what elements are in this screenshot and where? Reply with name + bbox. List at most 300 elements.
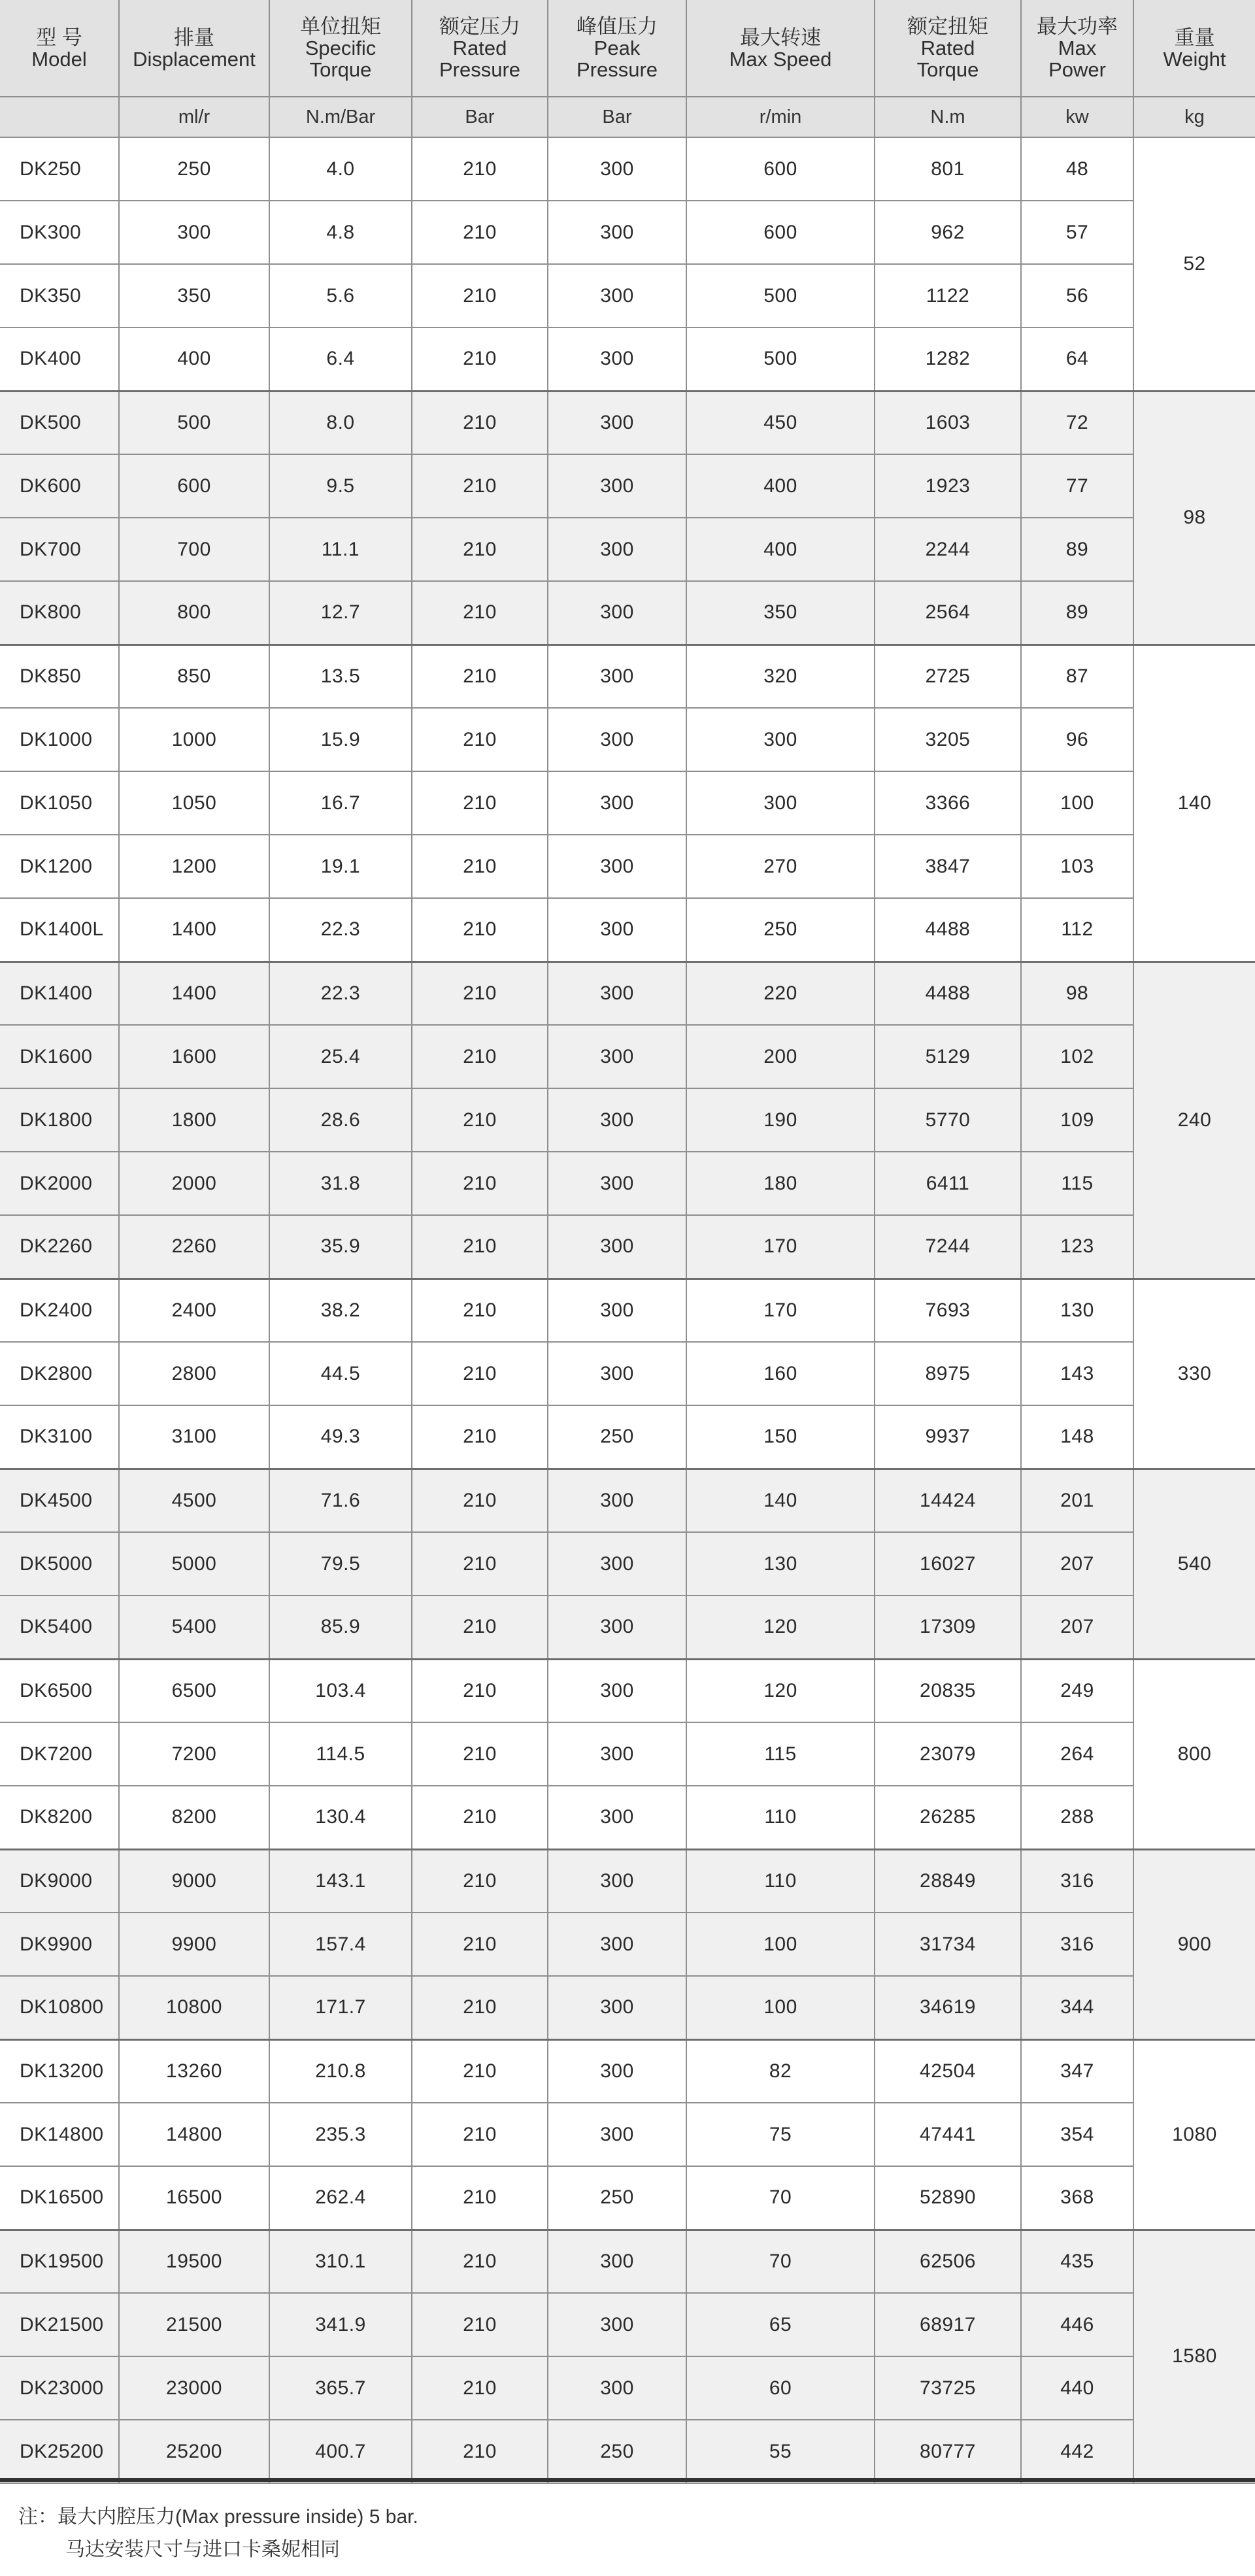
- table-row: [0, 2103, 1255, 2166]
- value-cell: 44.5: [269, 1342, 412, 1405]
- value-cell: 170: [686, 1215, 875, 1279]
- column-unit: kw: [1021, 97, 1133, 137]
- weight-cell: 540: [1133, 1469, 1255, 1659]
- value-cell: 85.9: [269, 1596, 412, 1659]
- value-cell: 2244: [875, 518, 1021, 581]
- value-cell: 300: [548, 1786, 686, 1849]
- value-cell: 210: [412, 327, 548, 391]
- value-cell: 112: [1021, 898, 1133, 962]
- value-cell: 25.4: [269, 1025, 412, 1088]
- table-row: [0, 2356, 1255, 2420]
- value-cell: 210: [412, 1786, 548, 1849]
- value-cell: 207: [1021, 1532, 1133, 1596]
- value-cell: 9937: [875, 1405, 1021, 1469]
- value-cell: 25200: [119, 2420, 269, 2483]
- value-cell: 8200: [119, 1786, 269, 1849]
- model-cell: DK700: [0, 518, 119, 581]
- value-cell: 300: [548, 2293, 686, 2356]
- column-header: [1021, 0, 1133, 97]
- value-cell: 347: [1021, 2039, 1133, 2103]
- table-row: [0, 2039, 1255, 2103]
- value-cell: 310.1: [269, 2230, 412, 2293]
- column-unit: [0, 97, 119, 137]
- column-header: [548, 0, 686, 97]
- value-cell: 1800: [119, 1088, 269, 1152]
- unit-row: [0, 97, 1255, 137]
- value-cell: 1400: [119, 962, 269, 1025]
- value-cell: 210: [412, 1279, 548, 1342]
- table-row: [0, 771, 1255, 835]
- value-cell: 56: [1021, 264, 1133, 327]
- value-cell: 190: [686, 1088, 875, 1152]
- value-cell: 3100: [119, 1405, 269, 1469]
- value-cell: 600: [686, 137, 875, 201]
- value-cell: 79.5: [269, 1532, 412, 1596]
- value-cell: 110: [686, 1849, 875, 1913]
- column-header-en: Max: [1058, 37, 1097, 59]
- value-cell: 70: [686, 2166, 875, 2230]
- table-row: [0, 644, 1255, 708]
- value-cell: 210: [412, 391, 548, 454]
- value-cell: 73725: [875, 2356, 1021, 2420]
- value-cell: 1282: [875, 327, 1021, 391]
- value-cell: 115: [686, 1722, 875, 1786]
- value-cell: 354: [1021, 2103, 1133, 2166]
- column-header-cn: 排量: [174, 25, 214, 49]
- model-cell: DK5000: [0, 1532, 119, 1596]
- value-cell: 130: [686, 1532, 875, 1596]
- value-cell: 100: [686, 1976, 875, 2039]
- value-cell: 210: [412, 708, 548, 771]
- column-header-cn: 额定扭矩: [907, 15, 988, 38]
- model-cell: DK2000: [0, 1152, 119, 1215]
- table-row: [0, 1596, 1255, 1659]
- value-cell: 17309: [875, 1596, 1021, 1659]
- value-cell: 210: [412, 771, 548, 835]
- column-header-en: Max Speed: [729, 47, 832, 71]
- table-row: [0, 1215, 1255, 1279]
- model-cell: DK3100: [0, 1405, 119, 1469]
- value-cell: 344: [1021, 1976, 1133, 2039]
- model-cell: DK600: [0, 454, 119, 518]
- table-row: [0, 2420, 1255, 2483]
- value-cell: 368: [1021, 2166, 1133, 2230]
- value-cell: 300: [686, 708, 875, 771]
- value-cell: 120: [686, 1596, 875, 1659]
- value-cell: 801: [875, 137, 1021, 201]
- column-unit: kg: [1133, 97, 1255, 137]
- value-cell: 300: [548, 1088, 686, 1152]
- value-cell: 42504: [875, 2039, 1021, 2103]
- value-cell: 250: [548, 2420, 686, 2483]
- table-row: [0, 2293, 1255, 2356]
- value-cell: 5000: [119, 1532, 269, 1596]
- value-cell: 446: [1021, 2293, 1133, 2356]
- value-cell: 98: [1021, 962, 1133, 1025]
- value-cell: 115: [1021, 1152, 1133, 1215]
- value-cell: 157.4: [269, 1913, 412, 1976]
- table-row: [0, 1469, 1255, 1532]
- value-cell: 300: [548, 835, 686, 898]
- value-cell: 16027: [875, 1532, 1021, 1596]
- column-header-en: Rated: [452, 37, 507, 59]
- table-row: [0, 264, 1255, 327]
- value-cell: 962: [875, 201, 1021, 264]
- table-row: [0, 1913, 1255, 1976]
- value-cell: 7244: [875, 1215, 1021, 1279]
- weight-cell: 330: [1133, 1279, 1255, 1469]
- value-cell: 20835: [875, 1659, 1021, 1722]
- value-cell: 249: [1021, 1659, 1133, 1722]
- model-cell: DK1000: [0, 708, 119, 771]
- value-cell: 210: [412, 1405, 548, 1469]
- value-cell: 210: [412, 644, 548, 708]
- value-cell: 300: [548, 1215, 686, 1279]
- weight-cell: 900: [1133, 1849, 1255, 2039]
- value-cell: 316: [1021, 1913, 1133, 1976]
- value-cell: 300: [548, 1659, 686, 1722]
- table-row: [0, 1976, 1255, 2039]
- value-cell: 210: [412, 835, 548, 898]
- value-cell: 288: [1021, 1786, 1133, 1849]
- value-cell: 2400: [119, 1279, 269, 1342]
- model-cell: DK19500: [0, 2230, 119, 2293]
- value-cell: 9900: [119, 1913, 269, 1976]
- value-cell: 65: [686, 2293, 875, 2356]
- value-cell: 400.7: [269, 2420, 412, 2483]
- value-cell: 143: [1021, 1342, 1133, 1405]
- value-cell: 102: [1021, 1025, 1133, 1088]
- value-cell: 365.7: [269, 2356, 412, 2420]
- value-cell: 11.1: [269, 518, 412, 581]
- value-cell: 1000: [119, 708, 269, 771]
- value-cell: 1600: [119, 1025, 269, 1088]
- value-cell: 210: [412, 1469, 548, 1532]
- value-cell: 171.7: [269, 1976, 412, 2039]
- value-cell: 250: [686, 898, 875, 962]
- model-cell: DK2400: [0, 1279, 119, 1342]
- value-cell: 2000: [119, 1152, 269, 1215]
- value-cell: 150: [686, 1405, 875, 1469]
- value-cell: 123: [1021, 1215, 1133, 1279]
- table-row: [0, 1786, 1255, 1849]
- value-cell: 210: [412, 454, 548, 518]
- value-cell: 600: [686, 201, 875, 264]
- model-cell: DK250: [0, 137, 119, 201]
- model-cell: DK300: [0, 201, 119, 264]
- value-cell: 6500: [119, 1659, 269, 1722]
- column-unit: Bar: [412, 97, 548, 137]
- column-header-en: Model: [31, 47, 87, 71]
- value-cell: 300: [548, 644, 686, 708]
- model-cell: DK23000: [0, 2356, 119, 2420]
- value-cell: 47441: [875, 2103, 1021, 2166]
- value-cell: 82: [686, 2039, 875, 2103]
- column-header-cn: 最大功率: [1037, 15, 1118, 38]
- value-cell: 250: [119, 137, 269, 201]
- value-cell: 28.6: [269, 1088, 412, 1152]
- value-cell: 210: [412, 264, 548, 327]
- table-row: [0, 2166, 1255, 2230]
- value-cell: 103.4: [269, 1659, 412, 1722]
- value-cell: 130: [1021, 1279, 1133, 1342]
- value-cell: 500: [119, 391, 269, 454]
- table-row: [0, 1025, 1255, 1088]
- value-cell: 23079: [875, 1722, 1021, 1786]
- value-cell: 300: [548, 1469, 686, 1532]
- table-body: [0, 137, 1255, 2483]
- value-cell: 4488: [875, 962, 1021, 1025]
- model-cell: DK1600: [0, 1025, 119, 1088]
- model-cell: DK4500: [0, 1469, 119, 1532]
- column-header-cn: 型 号: [36, 25, 82, 49]
- weight-cell: 140: [1133, 644, 1255, 962]
- value-cell: 250: [548, 1405, 686, 1469]
- table-row: [0, 2230, 1255, 2293]
- table-row: [0, 581, 1255, 644]
- weight-cell: 52: [1133, 137, 1255, 391]
- value-cell: 120: [686, 1659, 875, 1722]
- table-row: [0, 1279, 1255, 1342]
- value-cell: 4500: [119, 1469, 269, 1532]
- model-cell: DK1800: [0, 1088, 119, 1152]
- column-header-cn: 单位扭矩: [300, 15, 381, 38]
- value-cell: 300: [548, 898, 686, 962]
- value-cell: 9000: [119, 1849, 269, 1913]
- value-cell: 130.4: [269, 1786, 412, 1849]
- value-cell: 210: [412, 2166, 548, 2230]
- value-cell: 341.9: [269, 2293, 412, 2356]
- table-row: [0, 137, 1255, 201]
- weight-cell: 240: [1133, 962, 1255, 1279]
- value-cell: 143.1: [269, 1849, 412, 1913]
- value-cell: 300: [119, 201, 269, 264]
- table-row: [0, 391, 1255, 454]
- model-cell: DK1200: [0, 835, 119, 898]
- value-cell: 8.0: [269, 391, 412, 454]
- value-cell: 800: [119, 581, 269, 644]
- value-cell: 210: [412, 2230, 548, 2293]
- table-row: [0, 835, 1255, 898]
- column-unit: N.m: [875, 97, 1021, 137]
- value-cell: 500: [686, 264, 875, 327]
- value-cell: 2260: [119, 1215, 269, 1279]
- column-header-en: Torque: [916, 58, 979, 81]
- value-cell: 442: [1021, 2420, 1133, 2483]
- value-cell: 6411: [875, 1152, 1021, 1215]
- value-cell: 23000: [119, 2356, 269, 2420]
- value-cell: 68917: [875, 2293, 1021, 2356]
- model-cell: DK21500: [0, 2293, 119, 2356]
- value-cell: 450: [686, 391, 875, 454]
- model-cell: DK16500: [0, 2166, 119, 2230]
- value-cell: 210: [412, 1342, 548, 1405]
- value-cell: 9.5: [269, 454, 412, 518]
- value-cell: 210: [412, 2356, 548, 2420]
- weight-cell: 800: [1133, 1659, 1255, 1849]
- value-cell: 14800: [119, 2103, 269, 2166]
- value-cell: 210: [412, 1849, 548, 1913]
- value-cell: 22.3: [269, 898, 412, 962]
- column-header: [1133, 0, 1255, 97]
- value-cell: 3847: [875, 835, 1021, 898]
- value-cell: 300: [548, 2103, 686, 2166]
- value-cell: 210: [412, 962, 548, 1025]
- value-cell: 28849: [875, 1849, 1021, 1913]
- model-cell: DK6500: [0, 1659, 119, 1722]
- value-cell: 300: [548, 1596, 686, 1659]
- column-header-en: Weight: [1163, 47, 1226, 71]
- value-cell: 300: [548, 962, 686, 1025]
- value-cell: 2564: [875, 581, 1021, 644]
- value-cell: 300: [548, 2356, 686, 2420]
- table-row: [0, 1405, 1255, 1469]
- column-header-en: Peak: [594, 37, 641, 59]
- value-cell: 235.3: [269, 2103, 412, 2166]
- weight-cell: 1080: [1133, 2039, 1255, 2230]
- column-header-en: Displacement: [133, 47, 256, 71]
- value-cell: 160: [686, 1342, 875, 1405]
- value-cell: 300: [548, 1152, 686, 1215]
- value-cell: 21500: [119, 2293, 269, 2356]
- table-row: [0, 962, 1255, 1025]
- value-cell: 300: [548, 581, 686, 644]
- value-cell: 48: [1021, 137, 1133, 201]
- value-cell: 1200: [119, 835, 269, 898]
- value-cell: 210: [412, 581, 548, 644]
- column-header: [875, 0, 1021, 97]
- value-cell: 300: [548, 708, 686, 771]
- column-unit: ml/r: [119, 97, 269, 137]
- value-cell: 350: [686, 581, 875, 644]
- value-cell: 19500: [119, 2230, 269, 2293]
- value-cell: 320: [686, 644, 875, 708]
- value-cell: 264: [1021, 1722, 1133, 1786]
- value-cell: 210: [412, 2103, 548, 2166]
- column-unit: Bar: [548, 97, 686, 137]
- value-cell: 300: [548, 518, 686, 581]
- column-header-en: Specific: [305, 37, 376, 59]
- model-cell: DK25200: [0, 2420, 119, 2483]
- value-cell: 75: [686, 2103, 875, 2166]
- value-cell: 201: [1021, 1469, 1133, 1532]
- column-header-en: Pressure: [576, 58, 658, 81]
- value-cell: 71.6: [269, 1469, 412, 1532]
- value-cell: 400: [686, 518, 875, 581]
- table-row: [0, 1088, 1255, 1152]
- column-header-en: Power: [1048, 58, 1106, 81]
- note-line-1: 注：最大内腔压力(Max pressure inside) 5 bar.: [18, 2506, 418, 2528]
- value-cell: 26285: [875, 1786, 1021, 1849]
- value-cell: 210.8: [269, 2039, 412, 2103]
- value-cell: 16.7: [269, 771, 412, 835]
- bottom-rule: [0, 2478, 1255, 2482]
- value-cell: 103: [1021, 835, 1133, 898]
- value-cell: 250: [548, 2166, 686, 2230]
- column-header-cn: 最大转速: [740, 25, 821, 49]
- value-cell: 114.5: [269, 1722, 412, 1786]
- value-cell: 435: [1021, 2230, 1133, 2293]
- value-cell: 57: [1021, 201, 1133, 264]
- value-cell: 170: [686, 1279, 875, 1342]
- value-cell: 13260: [119, 2039, 269, 2103]
- value-cell: 6.4: [269, 327, 412, 391]
- value-cell: 100: [686, 1913, 875, 1976]
- value-cell: 1603: [875, 391, 1021, 454]
- value-cell: 87: [1021, 644, 1133, 708]
- value-cell: 80777: [875, 2420, 1021, 2483]
- value-cell: 64: [1021, 327, 1133, 391]
- value-cell: 4.8: [269, 201, 412, 264]
- value-cell: 14424: [875, 1469, 1021, 1532]
- value-cell: 210: [412, 1722, 548, 1786]
- value-cell: 210: [412, 1659, 548, 1722]
- value-cell: 70: [686, 2230, 875, 2293]
- value-cell: 210: [412, 1596, 548, 1659]
- table-row: [0, 1532, 1255, 1596]
- table-row: [0, 1722, 1255, 1786]
- value-cell: 210: [412, 1976, 548, 2039]
- value-cell: 210: [412, 2039, 548, 2103]
- value-cell: 1923: [875, 454, 1021, 518]
- value-cell: 300: [548, 201, 686, 264]
- value-cell: 300: [548, 137, 686, 201]
- value-cell: 2725: [875, 644, 1021, 708]
- value-cell: 49.3: [269, 1405, 412, 1469]
- value-cell: 700: [119, 518, 269, 581]
- model-cell: DK9000: [0, 1849, 119, 1913]
- value-cell: 300: [548, 1722, 686, 1786]
- model-cell: DK9900: [0, 1913, 119, 1976]
- value-cell: 52890: [875, 2166, 1021, 2230]
- column-unit: r/min: [686, 97, 875, 137]
- column-header-en: Rated: [920, 37, 975, 59]
- value-cell: 3366: [875, 771, 1021, 835]
- value-cell: 210: [412, 201, 548, 264]
- value-cell: 300: [548, 771, 686, 835]
- table-row: [0, 898, 1255, 962]
- value-cell: 3205: [875, 708, 1021, 771]
- model-cell: DK500: [0, 391, 119, 454]
- value-cell: 207: [1021, 1596, 1133, 1659]
- value-cell: 600: [119, 454, 269, 518]
- value-cell: 148: [1021, 1405, 1133, 1469]
- value-cell: 300: [548, 1976, 686, 2039]
- notes: [18, 2501, 418, 2566]
- value-cell: 210: [412, 1152, 548, 1215]
- weight-cell: 98: [1133, 391, 1255, 644]
- value-cell: 5400: [119, 1596, 269, 1659]
- value-cell: 850: [119, 644, 269, 708]
- value-cell: 300: [548, 1025, 686, 1088]
- header-row: [0, 0, 1255, 97]
- value-cell: 210: [412, 1025, 548, 1088]
- value-cell: 96: [1021, 708, 1133, 771]
- column-header: [412, 0, 548, 97]
- value-cell: 5129: [875, 1025, 1021, 1088]
- value-cell: 400: [686, 454, 875, 518]
- value-cell: 210: [412, 898, 548, 962]
- value-cell: 2800: [119, 1342, 269, 1405]
- model-cell: DK7200: [0, 1722, 119, 1786]
- column-header-en: Torque: [309, 58, 372, 81]
- value-cell: 210: [412, 1913, 548, 1976]
- value-cell: 210: [412, 1215, 548, 1279]
- value-cell: 10800: [119, 1976, 269, 2039]
- value-cell: 1400: [119, 898, 269, 962]
- value-cell: 440: [1021, 2356, 1133, 2420]
- model-cell: DK10800: [0, 1976, 119, 2039]
